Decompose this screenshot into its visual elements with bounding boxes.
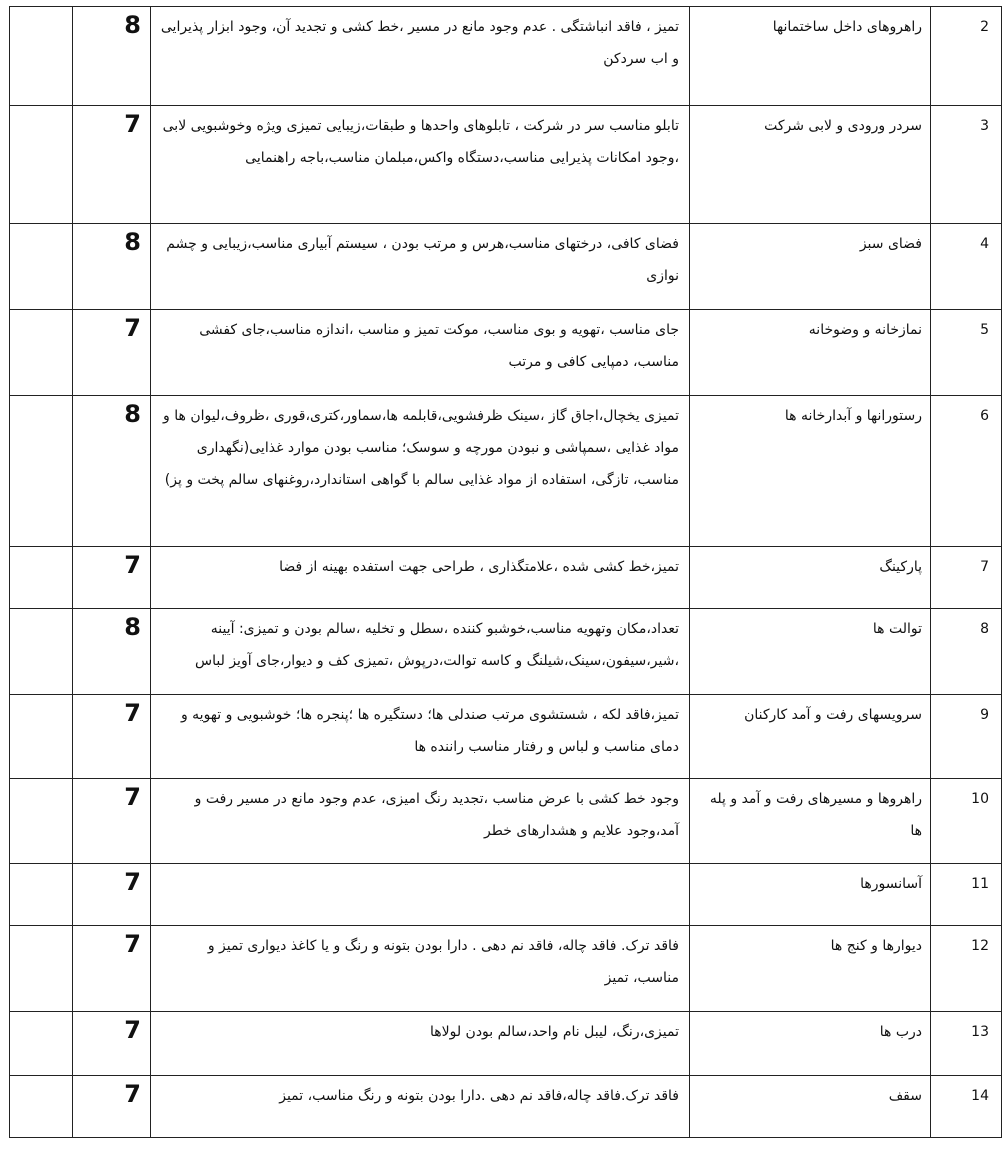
empty-cell: [10, 547, 73, 609]
empty-cell: [10, 396, 73, 547]
row-title-text: نمازخانه و وضوخانه: [808, 322, 922, 338]
row-description: تمیزی یخچال،اجاق گاز ،سینک ظرفشویی،قابلمه ها،سماور،کتری،قوری ،ظروف،لیوان ها و مواد غذایی ،سمپاشی و نبودن مورچه و سوسک؛ مناسب بودن موارد غذایی(نگهداری مناسب، تازگی، استفاده از مواد غذایی سالم با گواهی استاندارد،روغنهای سالم پخت و پز): [151, 396, 690, 547]
criteria-table: [9, 6, 1002, 1138]
table-row: [10, 609, 1002, 695]
table-row: [10, 310, 1002, 396]
row-title-text: راهروهای داخل ساختمانها: [772, 19, 922, 35]
row-title: [690, 926, 931, 1012]
row-number: 11: [931, 864, 1002, 926]
row-score: 7: [73, 864, 151, 926]
row-number: 12: [931, 926, 1002, 1012]
row-number: 8: [931, 609, 1002, 695]
row-title-text: رستورانها و آبدارخانه ها: [784, 408, 922, 424]
row-number: 3: [931, 106, 1002, 224]
table-row: [10, 779, 1002, 864]
empty-cell: [10, 7, 73, 106]
row-number: 6: [931, 396, 1002, 547]
row-title: [690, 1076, 931, 1138]
row-score: 8: [73, 609, 151, 695]
row-description: وجود خط کشی با عرض مناسب ،تجدید رنگ امیزی، عدم وجود مانع در مسیر رفت و آمد،وجود علایم و هشدارهای خطر: [151, 779, 690, 864]
row-description: تابلو مناسب سر در شرکت ، تابلوهای واحدها و طبقات،زیبایی تمیزی ویژه وخوشبویی لابی ،وجود امکانات پذیرایی مناسب،دستگاه واکس،مبلمان مناسب،باجه راهنمایی: [151, 106, 690, 224]
row-number: 4: [931, 224, 1002, 310]
row-title-text: آسانسورها: [860, 876, 922, 892]
empty-cell: [10, 1076, 73, 1138]
row-description: فاقد ترک. فاقد چاله، فاقد نم دهی . دارا بودن بتونه و رنگ و یا کاغذ دیواری تمیز و مناسب، تمیز: [151, 926, 690, 1012]
table-row: [10, 926, 1002, 1012]
row-title-text: توالت ها: [872, 621, 922, 637]
table-row: [10, 864, 1002, 926]
empty-cell: [10, 609, 73, 695]
row-title-text: درب ها: [879, 1024, 922, 1040]
empty-cell: [10, 106, 73, 224]
row-number: 14: [931, 1076, 1002, 1138]
table-row: [10, 1012, 1002, 1076]
row-number: 10: [931, 779, 1002, 864]
row-number: 7: [931, 547, 1002, 609]
row-title: [690, 779, 931, 864]
row-score: 7: [73, 106, 151, 224]
row-description: تعداد،مکان وتهویه مناسب،خوشبو کننده ،سطل و تخلیه ،سالم بودن و تمیزی: آیینه ،شیر،سیفون،سینک،شیلنگ و کاسه توالت،درپوش ،تمیزی کف و دیوار،جای آویز لباس: [151, 609, 690, 695]
row-title-text: راهروها و مسیرهای رفت و آمد و پله ها: [709, 791, 922, 839]
table-row: [10, 106, 1002, 224]
row-title: [690, 1012, 931, 1076]
row-title: [690, 106, 931, 224]
row-score: 8: [73, 224, 151, 310]
empty-cell: [10, 779, 73, 864]
row-title: [690, 224, 931, 310]
row-description: [151, 864, 690, 926]
row-score: 7: [73, 547, 151, 609]
empty-cell: [10, 864, 73, 926]
row-number: 2: [931, 7, 1002, 106]
row-title: [690, 864, 931, 926]
row-title: [690, 695, 931, 779]
row-title: [690, 310, 931, 396]
empty-cell: [10, 1012, 73, 1076]
row-title: [690, 7, 931, 106]
row-number: 13: [931, 1012, 1002, 1076]
row-score: 8: [73, 7, 151, 106]
row-description: تمیز،فاقد لکه ، شستشوی مرتب صندلی ها؛ دستگیره ها ؛پنجره ها؛ خوشبویی و تهویه و دمای مناسب و لباس و رفتار مناسب راننده ها: [151, 695, 690, 779]
row-score: 7: [73, 1012, 151, 1076]
row-score: 7: [73, 779, 151, 864]
row-description: جای مناسب ،تهویه و بوی مناسب، موکت تمیز و مناسب ،اندازه مناسب،جای کفشی مناسب، دمپایی کافی و مرتب: [151, 310, 690, 396]
empty-cell: [10, 695, 73, 779]
row-score: 7: [73, 1076, 151, 1138]
row-number: 9: [931, 695, 1002, 779]
table-row: [10, 7, 1002, 106]
table-row: [10, 547, 1002, 609]
row-description: تمیزی،رنگ، لیبل نام واحد،سالم بودن لولاها: [151, 1012, 690, 1076]
row-description: فضای کافی، درختهای مناسب،هرس و مرتب بودن ، سیستم آبیاری مناسب،زیبایی و چشم نوازی: [151, 224, 690, 310]
row-title: [690, 609, 931, 695]
table-row: [10, 695, 1002, 779]
table-row: [10, 396, 1002, 547]
row-title-text: دیوارها و کنج ها: [830, 938, 922, 954]
row-number: 5: [931, 310, 1002, 396]
row-score: 8: [73, 396, 151, 547]
empty-cell: [10, 926, 73, 1012]
row-title-text: فضای سبز: [859, 236, 922, 252]
row-title-text: سقف: [888, 1088, 922, 1104]
empty-cell: [10, 310, 73, 396]
table-row: [10, 1076, 1002, 1138]
row-description: تمیز،خط کشی شده ،علامتگذاری ، طراحی جهت استفده بهینه از فضا: [151, 547, 690, 609]
empty-cell: [10, 224, 73, 310]
table-row: [10, 224, 1002, 310]
row-description: فاقد ترک.فاقد چاله،فاقد نم دهی .دارا بودن بتونه و رنگ مناسب، تمیز: [151, 1076, 690, 1138]
row-title: [690, 396, 931, 547]
row-score: 7: [73, 695, 151, 779]
row-score: 7: [73, 310, 151, 396]
row-title: [690, 547, 931, 609]
row-description: تمیز ، فاقد انباشتگی . عدم وجود مانع در مسیر ،خط کشی و تجدید آن، وجود ابزار پذیرایی و اب سردکن: [151, 7, 690, 106]
row-title-text: پارکینگ: [879, 559, 922, 575]
row-title-text: سرویسهای رفت و آمد کارکنان: [744, 707, 922, 723]
row-title-text: سردر ورودی و لابی شرکت: [764, 118, 922, 134]
row-score: 7: [73, 926, 151, 1012]
